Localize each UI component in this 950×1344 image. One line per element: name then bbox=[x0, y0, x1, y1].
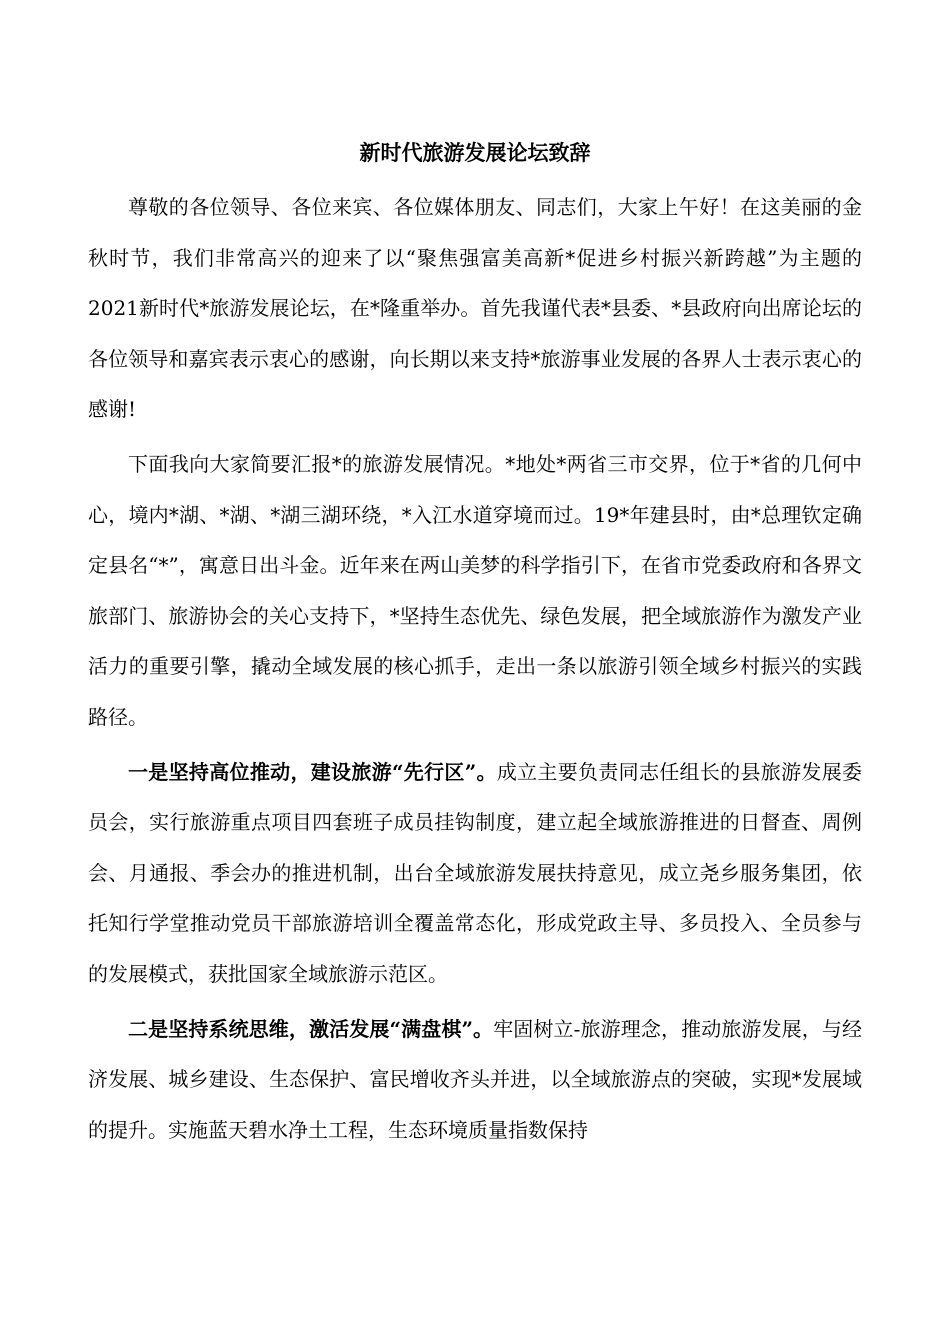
paragraph-text: 成立主要负责同志任组长的县旅游发展委员会，实行旅游重点项目四套班子成员挂钩制度，建立起全域旅游推进的日督查、周例会、月通报、季会办的推进机制，出台全域旅游发展扶持意见，成立尧乡服务集团，依托知行学堂推动党员干部旅游培训全覆盖常态化，形成党政主导、多员投入、全员参与的发展模式，获批国家全域旅游示范区。 bbox=[88, 759, 862, 986]
paragraph-overview bbox=[88, 439, 862, 743]
paragraph-text: 牢固树立-旅游理念，推动旅游发展，与经济发展、城乡建设、生态保护、富民增收齐头并进，以全域旅游点的突破，实现*发展域的提升。实施蓝天碧水净土工程，生态环境质量指数保持 bbox=[88, 1016, 862, 1142]
paragraph-text: 下面我向大家简要汇报*的旅游发展情况。*地处*两省三市交界，位于*省的几何中心，境内*湖、*湖、*湖三湖环绕，*入江水道穿境而过。19*年建县时，由*总理钦定确定县名“*”，寓意日出斗金。近年来在两山美梦的科学指引下，在省市党委政府和各界文旅部门、旅游协会的关心支持下，*坚持生态优先、绿色发展，把全域旅游作为激发产业活力的重要引擎，撬动全域发展的核心抓手，走出一条以旅游引领全域乡村振兴的实践路径。 bbox=[88, 451, 862, 729]
paragraph-point-two bbox=[88, 1004, 862, 1156]
paragraph-lead: 一是坚持高位推动，建设旅游“先行区”。 bbox=[128, 759, 497, 784]
document-body bbox=[88, 182, 862, 1155]
paragraph-point-one bbox=[88, 747, 862, 1000]
paragraph-text: 尊敬的各位领导、各位来宾、各位媒体朋友、同志们，大家上午好！在这美丽的金秋时节，我们非常高兴的迎来了以“聚焦强富美高新*促进乡村振兴新跨越”为主题的2021新时代*旅游发展论坛，在*隆重举办。首先我谨代表*县委、*县政府向出席论坛的各位领导和嘉宾表示衷心的感谢，向长期以来支持*旅游事业发展的各界人士表示衷心的感谢! bbox=[88, 195, 862, 422]
document-title: 新时代旅游发展论坛致辞 bbox=[359, 140, 591, 165]
paragraph-greeting bbox=[88, 182, 862, 435]
paragraph-lead: 二是坚持系统思维，激活发展“满盘棋”。 bbox=[128, 1016, 494, 1041]
